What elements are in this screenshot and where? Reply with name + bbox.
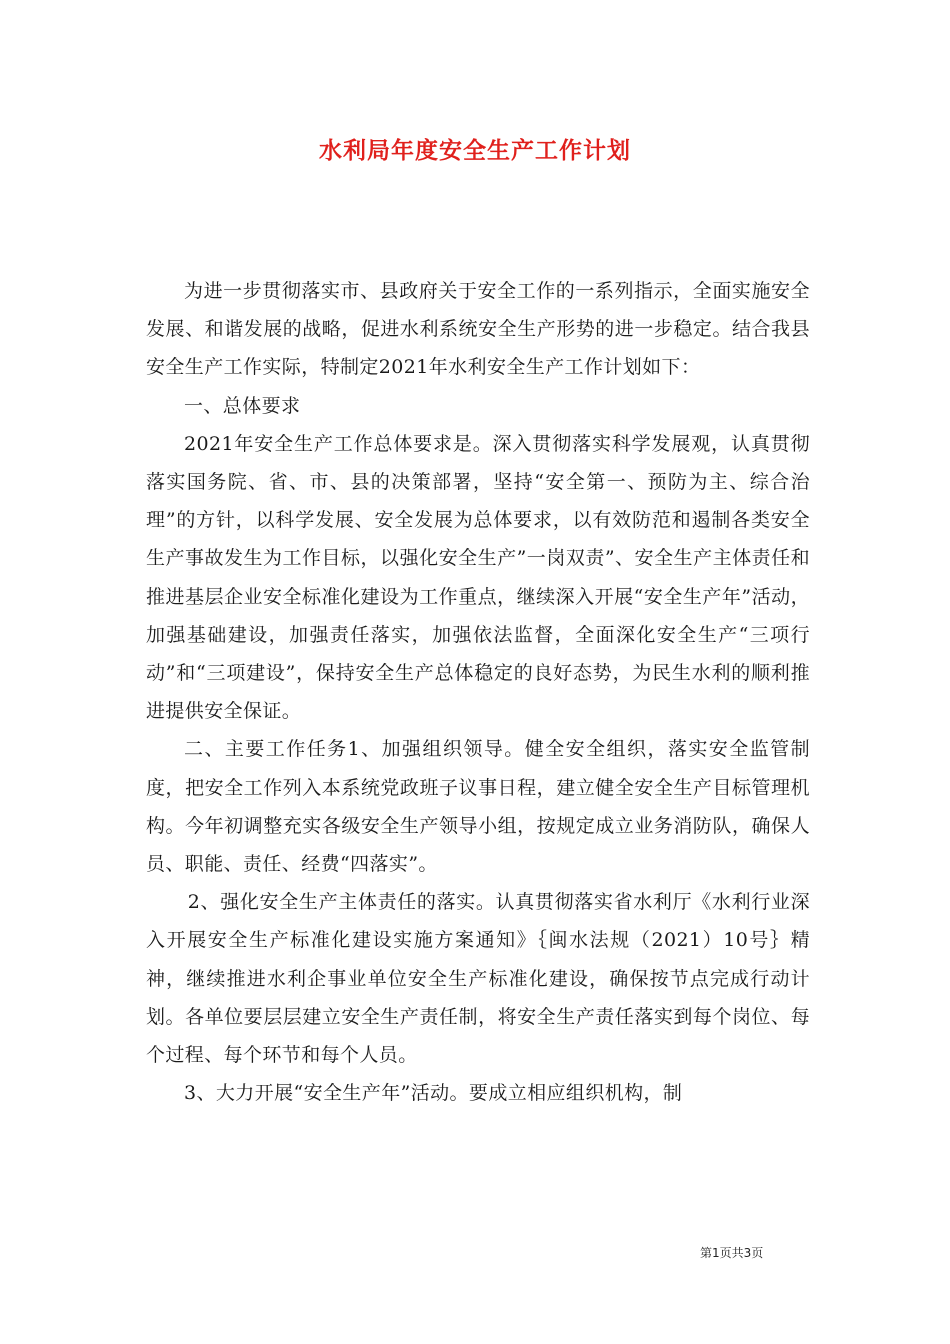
- paragraph-activity: 3、大力开展“安全生产年”活动。要成立相应组织机构，制: [184, 1082, 683, 1105]
- paragraph-intro: 为进一步贯彻落实市、县政府关于安全工作的一系列指示，全面实施安全发展、和谐发展的战略，促进水利系统安全生产形势的进一步稳定。结合我县安全生产工作实际，特制定2021年水利安全生产工作计划如下：: [146, 280, 810, 379]
- section-heading-1: 一、总体要求: [184, 394, 301, 417]
- paragraph-responsibility: 2、强化安全生产主体责任的落实。认真贯彻落实省水利厅《水利行业深入开展安全生产标准化建设实施方案通知》｛闽水法规（2021）10号｝精神，继续推进水利企事业单位安全生产标准化建设，确保按节点完成行动计划。各单位要层层建立安全生产责任制，将安全生产责任落实到每个岗位、每个过程、每个环节和每个人员。: [146, 891, 810, 1067]
- paragraph-requirements: 2021年安全生产工作总体要求是。深入贯彻落实科学发展观，认真贯彻落实国务院、省、市、县的决策部署，坚持“安全第一、预防为主、综合治理”的方针，以科学发展、安全发展为总体要求，以有效防范和遏制各类安全生产事故发生为工作目标，以强化安全生产”一岗双责”、安全生产主体责任和推进基层企业安全标准化建设为工作重点，继续深入开展“安全生产年”活动，加强基础建设，加强责任落实，加强依法监督，全面深化安全生产“三项行动”和“三项建设”，保持安全生产总体稳定的良好态势，为民生水利的顺利推进提供安全保证。: [146, 432, 810, 723]
- document-body: [146, 272, 810, 1112]
- document-title: 水利局年度安全生产工作计划: [319, 138, 631, 164]
- page-number: 第1页共3页: [700, 1246, 764, 1260]
- paragraph-tasks: 二、主要工作任务1、加强组织领导。健全安全组织，落实安全监管制度，把安全工作列入本系统党政班子议事日程，建立健全安全生产目标管理机构。今年初调整充实各级安全生产领导小组，按规定成立业务消防队，确保人员、职能、责任、经费“四落实”。: [146, 738, 810, 876]
